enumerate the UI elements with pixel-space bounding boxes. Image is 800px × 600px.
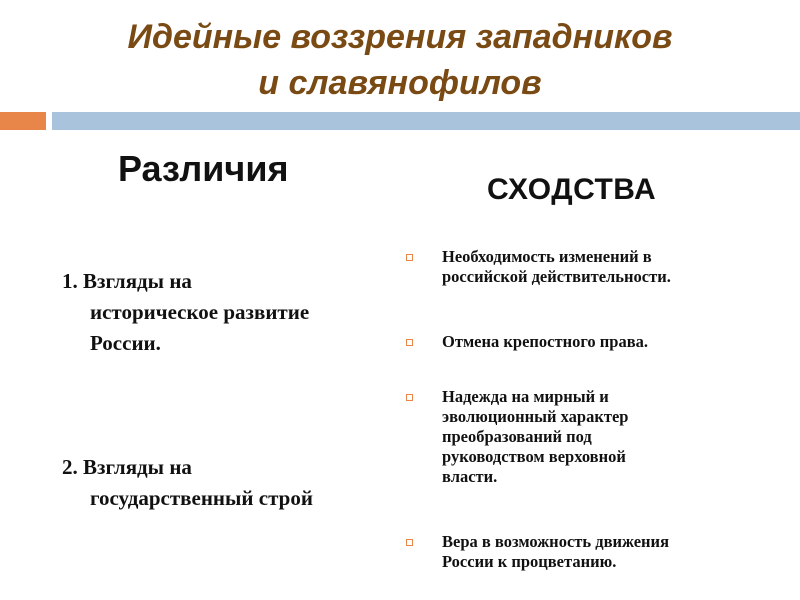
similarity-item-3-line-3: преобразований под (442, 427, 592, 446)
square-bullet-icon (406, 339, 413, 346)
similarity-item-2-line-1: Отмена крепостного права. (442, 332, 649, 351)
slide-title-line-2: и славянофилов (258, 64, 542, 102)
difference-item-2-line-2: государственный строй (90, 486, 313, 510)
difference-item-1-line-2: историческое развитие (90, 300, 310, 324)
similarity-item-3-line-1: Надежда на мирный и (442, 387, 609, 406)
similarity-item-1-line-1: Необходимость изменений в (442, 247, 652, 266)
difference-item-1-line-3: России. (90, 331, 161, 355)
square-bullet-icon (406, 394, 413, 401)
difference-item-1 (62, 266, 382, 359)
square-bullet-icon (406, 254, 413, 261)
similarities-heading: СХОДСТВА (487, 173, 657, 206)
accent-bar-orange (0, 112, 46, 130)
difference-item-2-line-1: 2. Взгляды на (62, 455, 192, 479)
difference-item-2 (62, 452, 402, 514)
square-bullet-icon (406, 539, 413, 546)
similarity-item-3-line-4: руководством верховной (442, 447, 626, 466)
slide-title (0, 14, 800, 106)
similarity-item-4-line-2: России к процветанию. (442, 552, 617, 571)
similarity-item-4-line-1: Вера в возможность движения (442, 532, 669, 551)
similarity-item-3-line-2: эволюционный характер (442, 407, 629, 426)
accent-bar-blue (52, 112, 800, 130)
slide-title-line-1: Идейные воззрения западников (127, 18, 673, 56)
differences-heading: Различия (118, 148, 289, 189)
similarity-item-3-line-5: власти. (442, 467, 498, 486)
difference-item-1-line-1: 1. Взгляды на (62, 269, 192, 293)
similarity-item-1-line-2: российской действительности. (442, 267, 671, 286)
